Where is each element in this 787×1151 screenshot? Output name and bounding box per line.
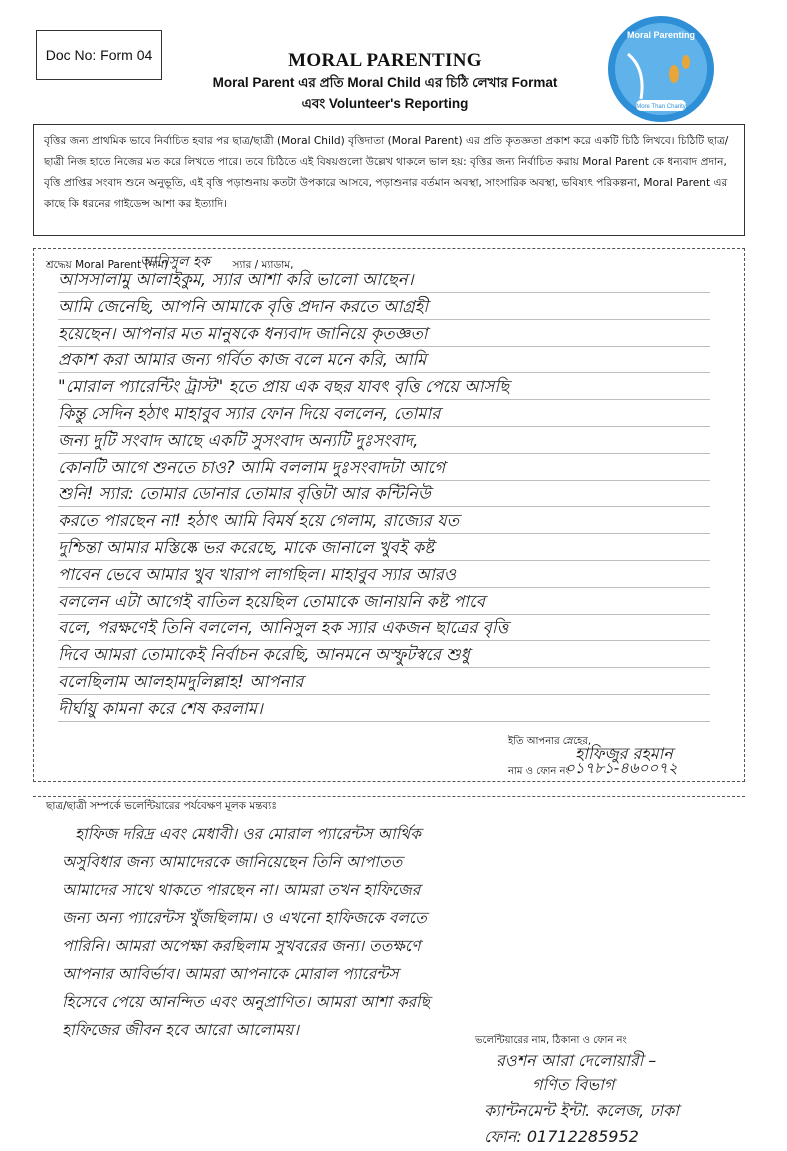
ruled-line xyxy=(58,694,710,695)
ruled-line xyxy=(58,721,710,722)
letter-line: করতে পারছেন না! হঠাৎ আমি বিমর্ষ হয়ে গেলাম, রাজ্যের যত xyxy=(58,511,460,531)
report-label: ছাত্র/ছাত্রী সম্পর্কে ভলেন্টিয়ারের পর্যবেক্ষণ মূলক মন্তব্যঃ xyxy=(46,800,277,812)
ruled-line xyxy=(58,453,710,454)
volunteer-label: ভলেন্টিয়ারের নাম, ঠিকানা ও ফোন নং xyxy=(475,1035,627,1046)
ruled-line xyxy=(58,319,710,320)
letter-line: আমি জেনেছি, আপনি আমাকে বৃত্তি প্রদান করতে আগ্রহী xyxy=(58,296,429,316)
letter-line: শুনি! স্যার: তোমার ডোনার তোমার বৃত্তিটা আর কন্টিনিউ xyxy=(58,484,431,504)
letter-line: "মোরাল প্যারেন্টিং ট্রাস্ট" হতে প্রায় এক বছর যাবৎ বৃত্তি পেয়ে আসছি xyxy=(58,377,510,397)
closing-label: ইতি আপনার স্নেহের, xyxy=(508,736,592,747)
ruled-line xyxy=(58,533,710,534)
logo-footprint-icon xyxy=(682,55,690,69)
report-line: আমাদের সাথে থাকতে পারছেন না। আমরা তখন হাফিজের xyxy=(62,881,421,899)
ruled-line xyxy=(58,587,710,588)
letter-line: প্রকাশ করা আমার জন্য গর্বিত কাজ বলে মনে করি, আমি xyxy=(58,350,427,370)
letter-line: বললেন এটা আগেই বাতিল হয়েছিল তোমাকে জানায়নি কষ্ট পাবে xyxy=(58,591,485,611)
report-line: হাফিজ দরিদ্র এবং মেধাবী। ওর মোরাল প্যারেন্টস আর্থিক xyxy=(75,825,421,843)
section-divider xyxy=(33,796,745,797)
letter-line: হয়েছেন। আপনার মত মানুষকে ধন্যবাদ জানিয়ে কৃতজ্ঞতা xyxy=(58,323,428,343)
ruled-line xyxy=(58,480,710,481)
salutation-suffix: স্যার / ম্যাডাম, xyxy=(232,259,294,271)
letter-line: বলে, পরক্ষণেই তিনি বললেন, আনিসুল হক স্যার একজন ছাত্রের বৃত্তি xyxy=(58,618,509,638)
form-subtitle-line-2: এবং Volunteer's Reporting xyxy=(301,96,469,111)
sender-name: হাফিজুর রহমান xyxy=(575,744,673,763)
ruled-line xyxy=(58,292,710,293)
doc-number-box: Doc No: Form 04 xyxy=(36,30,162,80)
ruled-line xyxy=(58,614,710,615)
volunteer-name: রওশন আরা দেলোয়ারী – xyxy=(496,1051,657,1070)
letter-line: বলেছিলাম আলহামদুলিল্লাহ! আপনার xyxy=(58,672,304,691)
letter-line: দুশ্চিন্তা আমার মস্তিষ্কে ভর করেছে, মাকে জানালে খুবই কষ্ট xyxy=(58,538,435,557)
report-line: অসুবিধার জন্য আমাদেরকে জানিয়েছেন তিনি আপাতত xyxy=(62,853,403,871)
letter-line: কোনটি আগে শুনতে চাও? আমি বললাম দুঃসংবাদটা আগে xyxy=(58,457,446,477)
moral-parenting-logo xyxy=(606,14,716,124)
name-phone-label: নাম ও ফোন নং xyxy=(508,766,570,777)
ruled-line xyxy=(58,372,710,373)
report-line: আপনার আবির্ভাব। আমরা আপনাকে মোরাল প্যারেন্টস xyxy=(62,965,399,983)
letter-line: পাবেন ভেবে আমার খুব খারাপ লাগছিল। মাহাবুব স্যার আরও xyxy=(58,564,456,584)
logo-tagline: More Than Charity xyxy=(636,104,686,110)
letter-line: দিবে আমরা তোমাকেই নির্বাচন করেছি, আনমনে অস্ফুটস্বরে শুধু xyxy=(58,645,470,665)
letter-line: কিন্তু সেদিন হঠাৎ মাহাবুব স্যার ফোন দিয়ে বললেন, তোমার xyxy=(58,404,441,423)
volunteer-phone: ফোন: 01712285952 xyxy=(484,1127,639,1146)
ruled-line xyxy=(58,346,710,347)
letter-line: জন্য দুটি সংবাদ আছে একটি সুসংবাদ অন্যটি দুঃসংবাদ, xyxy=(58,430,419,450)
ruled-line xyxy=(58,506,710,507)
ruled-line xyxy=(58,426,710,427)
logo-footprint-icon xyxy=(669,65,679,83)
report-line: পারিনি। আমরা অপেক্ষা করছিলাম সুখবরের জন্য। ততক্ষণে xyxy=(62,937,421,955)
letter-line: দীর্ঘায়ু কামনা করে শেষ করলাম। xyxy=(58,698,263,718)
salutation-prefix: শ্রদ্ধেয় Moral Parent (নাম) xyxy=(46,259,168,271)
logo-text: Moral Parenting xyxy=(626,30,696,40)
form-subtitle-line-1: Moral Parent এর প্রতি Moral Child এর চিঠি লেখার Format xyxy=(212,75,558,90)
ruled-line xyxy=(58,399,710,400)
form-title: MORAL PARENTING xyxy=(288,50,482,71)
instructions-box: বৃত্তির জন্য প্রাথমিক ভাবে নির্বাচিত হবার পর ছাত্র/ছাত্রী (Moral Child) বৃত্তিদাতা (Moral Parent) এর প্রতি কৃতজ্ঞতা প্রকাশ করে একটি চিঠি লিখবে। চিঠিটি ছাত্র/ছাত্রী নিজ হাতে নিজের মত করে লিখতে পারে। তবে চিঠিতে এই বিষয়গুলো উল্লেখ থাকলে ভাল হয়: বৃত্তির জন্য নির্বাচিত করায় Moral Parent কে ধন্যবাদ প্রদান, বৃত্তি প্রাপ্তির সংবাদ শুনে অনুভূতি, এই বৃত্তি পড়াশুনায় কতটা উপকারে আসবে, পড়াশুনার বর্তমান অবস্থা, সাংসারিক অবস্থা, ভবিষ্যৎ পরিকল্পনা, Moral Parent এর কাছে কি ধরনের গাইডেন্স আশা কর ইত্যাদি। xyxy=(33,124,745,236)
letter-line: আসসালামু আলাইকুম, স্যার আশা করি ভালো আছেন। xyxy=(58,270,414,289)
ruled-line xyxy=(58,560,710,561)
ruled-line xyxy=(58,667,710,668)
report-line: হাফিজের জীবন হবে আরো আলোময়। xyxy=(62,1021,299,1039)
sender-phone: ০১৭৮১-৪৬০০৭২ xyxy=(565,759,678,777)
volunteer-college: ক্যান্টনমেন্ট ইন্টা. কলেজ, ঢাকা xyxy=(484,1101,679,1120)
addressee-name: আনিসুল হক xyxy=(140,254,210,270)
report-line: জন্য অন্য প্যারেন্টস খুঁজছিলাম। ও এখনো হাফিজকে বলতে xyxy=(62,909,427,927)
report-line: হিসেবে পেয়ে আনন্দিত এবং অনুপ্রাণিত। আমরা আশা করছি xyxy=(62,993,430,1011)
ruled-line xyxy=(58,640,710,641)
volunteer-department: গণিত বিভাগ xyxy=(532,1075,615,1094)
